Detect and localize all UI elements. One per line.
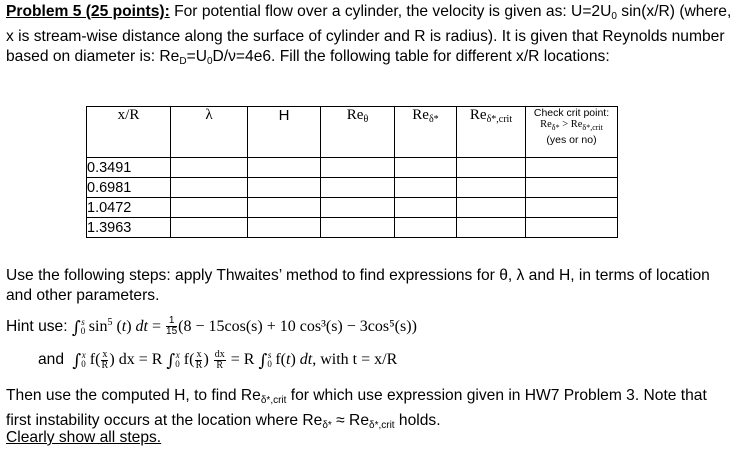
check-line-3: (yes or no) xyxy=(546,134,597,146)
cell-re-delta-crit[interactable] xyxy=(457,178,526,198)
table-header-row xyxy=(87,107,618,158)
and-label: and xyxy=(38,351,65,368)
hint-fraction xyxy=(166,316,177,337)
intro-text-1: For potential flow over a cylinder, the velocity is given as: U=2U xyxy=(169,3,612,20)
with-text: , with t = x/R xyxy=(312,351,398,368)
cell-re-theta[interactable] xyxy=(321,198,395,218)
check-sub-1: δ* xyxy=(551,123,560,132)
cell-x: 0.3491 xyxy=(87,158,171,178)
cell-re-theta[interactable] xyxy=(321,178,395,198)
closing-part-4: holds. xyxy=(394,412,441,429)
closing-sub-1: δ*,crit xyxy=(260,395,287,406)
cell-re-delta[interactable] xyxy=(395,218,457,238)
table-row xyxy=(87,158,618,178)
cell-re-delta-crit[interactable] xyxy=(457,218,526,238)
closing-part-2: for which use expression given in HW7 Problem 3. Note that first instability occurs at the location where Re xyxy=(6,387,707,429)
cell-x: 1.0472 xyxy=(87,198,171,218)
cell-re-delta[interactable] xyxy=(395,178,457,198)
re-delta-sub: δ* xyxy=(428,114,439,125)
cell-check[interactable] xyxy=(526,198,618,218)
re-d-subscript: D xyxy=(179,56,187,67)
closing-sub-3: δ*,crit xyxy=(369,420,395,431)
header-check-crit xyxy=(526,107,618,158)
intro-text-4: D/ν=4e6. Fill the following table for different x/R locations: xyxy=(212,48,610,65)
cell-x: 0.6981 xyxy=(87,178,171,198)
cell-lambda[interactable] xyxy=(171,198,248,218)
re-delta-label: Re xyxy=(412,107,429,123)
cell-lambda[interactable] xyxy=(171,178,248,198)
re-delta-crit-sub: δ*,crit xyxy=(486,114,513,125)
final-instruction: Clearly show all steps. xyxy=(6,429,162,446)
cell-re-theta[interactable] xyxy=(321,218,395,238)
cell-lambda[interactable] xyxy=(171,158,248,178)
closing-sub-2: δ* xyxy=(322,420,332,431)
header-xr: x/R xyxy=(87,107,171,158)
table-row xyxy=(87,198,618,218)
cell-x: 1.3963 xyxy=(87,218,171,238)
table-row xyxy=(87,178,618,198)
cell-check[interactable] xyxy=(526,158,618,178)
re-theta-sub: θ xyxy=(363,114,369,125)
substitution-formula: $\int_0^x$ f( $\frac{x}{R}$ ) dx = R $\int_0^x$ f( $\frac{x}{R}$ ) $\frac{dx}{R}$ = R $\int_0^s$ f(t) dt xyxy=(72,348,313,371)
cell-re-delta[interactable] xyxy=(395,158,457,178)
cell-check[interactable] xyxy=(526,218,618,238)
header-lambda: λ xyxy=(171,107,248,158)
cell-h[interactable] xyxy=(248,178,321,198)
u0-subscript-2: 0 xyxy=(206,56,213,67)
cell-lambda[interactable] xyxy=(171,218,248,238)
check-re-1: Re xyxy=(540,119,552,130)
cell-h[interactable] xyxy=(248,198,321,218)
check-sub-2: δ*,crit xyxy=(582,123,603,132)
check-line-1: Check crit point: xyxy=(533,107,610,119)
cell-re-delta[interactable] xyxy=(395,198,457,218)
cell-re-delta-crit[interactable] xyxy=(457,198,526,218)
check-gt-re: > Re xyxy=(559,119,583,130)
re-delta-crit-label: Re xyxy=(469,107,487,123)
hint-line xyxy=(6,312,734,341)
header-re-delta-crit xyxy=(457,107,526,158)
table-row xyxy=(87,218,618,238)
cell-re-theta[interactable] xyxy=(321,158,395,178)
check-line-2 xyxy=(526,119,617,134)
header-h: H xyxy=(248,107,321,158)
and-line xyxy=(38,345,728,374)
re-theta-label: Re xyxy=(346,107,364,123)
hint-integral: $\int_0^s$ $\sin^5 (t)$ dt = xyxy=(71,317,166,338)
header-re-delta xyxy=(395,107,457,158)
data-table xyxy=(86,106,618,238)
intro-text-3: =U xyxy=(186,48,207,65)
hint-expression: (8 − 15cos(s) + 10 cos³(s) − 3cos⁵(s)) xyxy=(178,318,417,335)
cell-h[interactable] xyxy=(248,158,321,178)
cell-check[interactable] xyxy=(526,178,618,198)
cell-h[interactable] xyxy=(248,218,321,238)
problem-heading: Problem 5 (25 points): xyxy=(6,3,170,20)
steps-text: Use the following steps: apply Thwaites’ method to find expressions for θ, λ and H, in terms of location and other parameters. xyxy=(6,267,710,304)
intro-text-2: sin(x/R) (where, x is stream-wise distance along the surface of cylinder and R is radius). It is given that Reynolds number based on diameter is: Re xyxy=(6,3,732,65)
frac-denominator: 15 xyxy=(166,326,178,338)
cell-re-delta-crit[interactable] xyxy=(457,158,526,178)
hint-label: Hint use: xyxy=(6,318,68,335)
u0-subscript: 0 xyxy=(611,11,617,22)
header-re-theta xyxy=(321,107,395,158)
closing-part-3: ≈ Re xyxy=(331,412,369,429)
frac-numerator: 1 xyxy=(166,316,177,327)
problem-statement xyxy=(6,2,734,72)
closing-part-1: Then use the computed H, to find Re xyxy=(6,387,261,404)
